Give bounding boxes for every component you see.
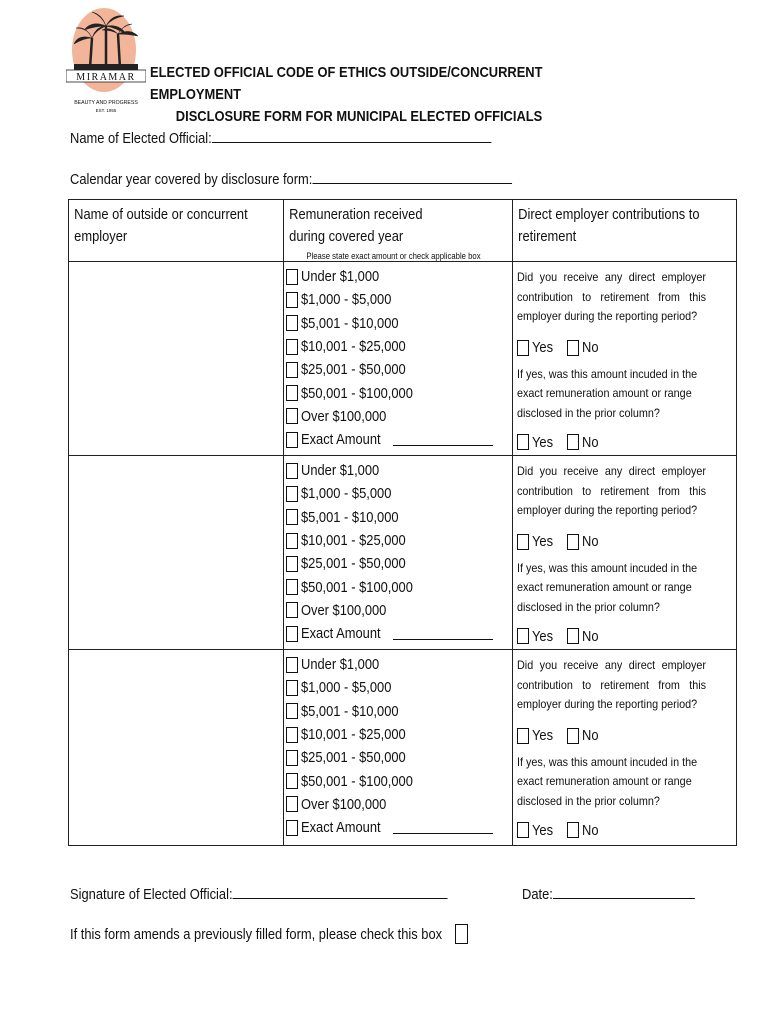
option-5001-10000[interactable]	[286, 700, 513, 723]
yes-label: Yes	[532, 727, 554, 744]
checkbox[interactable]	[286, 626, 298, 642]
form-title-line2: DISCLOSURE FORM FOR MUNICIPAL ELECTED OFFICIALS	[175, 108, 543, 125]
name-input-line[interactable]	[212, 127, 492, 143]
option-label: Over $100,000	[300, 795, 387, 813]
option-label: Exact Amount	[300, 819, 381, 837]
option-over-100000[interactable]	[286, 599, 513, 622]
name-field	[70, 127, 491, 147]
retirement-yes-no	[517, 531, 730, 553]
no-label: No	[581, 533, 599, 550]
included-question: If yes, was this amount incuded in the exact remuneration amount or range disclosed in the prior column?	[517, 560, 698, 614]
option-label: $50,001 - $100,000	[300, 772, 413, 790]
checkbox[interactable]	[286, 556, 298, 572]
employer-name-cell[interactable]	[69, 650, 284, 846]
checkbox[interactable]	[286, 727, 298, 743]
yes-label: Yes	[532, 821, 554, 839]
yes-label: Yes	[532, 339, 554, 356]
checkbox[interactable]	[286, 385, 298, 401]
signature-field	[70, 883, 448, 903]
option-label: $5,001 - $10,000	[300, 314, 399, 332]
included-yes-no	[517, 819, 730, 841]
checkbox[interactable]	[286, 657, 298, 673]
date-line[interactable]	[553, 883, 695, 899]
option-1000-5000[interactable]	[286, 288, 513, 311]
no-label: No	[581, 727, 599, 744]
option-label: $10,001 - $25,000	[300, 532, 406, 550]
no-checkbox[interactable]	[567, 534, 579, 550]
option-25001-50000[interactable]	[286, 552, 513, 575]
checkbox[interactable]	[286, 773, 298, 789]
retirement-question: Did you receive any direct employer contribution to retirement from this employer during the reporting period?	[517, 658, 707, 711]
name-label: Name of Elected Official:	[70, 130, 212, 147]
logo-tagline: BEAUTY AND PROGRESS	[74, 100, 138, 106]
amend-checkbox[interactable]	[455, 924, 468, 944]
option-label: Under $1,000	[300, 656, 379, 674]
checkbox[interactable]	[286, 292, 298, 308]
form-title	[150, 62, 580, 128]
option-under-1000[interactable]	[286, 653, 513, 676]
logo-name: MIRAMAR	[76, 72, 136, 83]
retirement-header-line2: retirement	[518, 228, 577, 245]
no-checkbox[interactable]	[567, 822, 579, 838]
year-field	[70, 168, 512, 188]
employer-row-2	[69, 456, 737, 650]
retirement-cell	[513, 650, 737, 846]
checkbox[interactable]	[286, 820, 298, 836]
option-5001-10000[interactable]	[286, 506, 513, 529]
yes-label: Yes	[532, 433, 554, 451]
checkbox[interactable]	[286, 315, 298, 331]
logo-sub: EST. 1955	[95, 108, 117, 113]
yes-checkbox[interactable]	[517, 628, 529, 644]
option-50001-100000[interactable]	[286, 769, 513, 792]
no-checkbox[interactable]	[567, 628, 579, 644]
retirement-cell	[513, 456, 737, 650]
checkbox[interactable]	[286, 339, 298, 355]
retirement-header-line1: Direct employer contributions to	[518, 206, 700, 223]
option-1000-5000[interactable]	[286, 676, 513, 699]
option-label: $10,001 - $25,000	[300, 338, 406, 356]
option-label: Over $100,000	[300, 407, 387, 425]
signature-label: Signature of Elected Official:	[70, 886, 233, 903]
retirement-question: Did you receive any direct employer contribution to retirement from this employer during the reporting period?	[517, 270, 707, 323]
option-label: $1,000 - $5,000	[300, 679, 392, 697]
yes-checkbox[interactable]	[517, 434, 529, 450]
employer-header	[69, 200, 284, 262]
option-label: $5,001 - $10,000	[300, 702, 399, 720]
remuneration-cell	[283, 262, 513, 456]
no-checkbox[interactable]	[567, 434, 579, 450]
option-label: Under $1,000	[300, 268, 379, 286]
year-input-line[interactable]	[312, 168, 512, 184]
option-exact-amount[interactable]	[286, 622, 513, 645]
yes-checkbox[interactable]	[517, 340, 529, 356]
exact-amount-line[interactable]	[393, 627, 493, 640]
employment-table	[68, 199, 737, 846]
amend-label: If this form amends a previously filled form, please check this box	[70, 925, 443, 943]
option-10001-25000[interactable]	[286, 335, 513, 358]
employer-header-line1: Name of outside or concurrent	[74, 206, 248, 223]
option-exact-amount[interactable]	[286, 816, 513, 839]
employer-name-cell[interactable]	[69, 456, 284, 650]
option-label: $1,000 - $5,000	[300, 291, 392, 309]
option-25001-50000[interactable]	[286, 746, 513, 769]
option-under-1000[interactable]	[286, 459, 513, 482]
included-yes-no	[517, 625, 730, 647]
signature-line[interactable]	[233, 883, 448, 899]
retirement-yes-no	[517, 337, 730, 359]
checkbox[interactable]	[286, 602, 298, 618]
yes-checkbox[interactable]	[517, 728, 529, 744]
yes-label: Yes	[532, 627, 554, 645]
retirement-yes-no	[517, 725, 730, 747]
included-question: If yes, was this amount incuded in the exact remuneration amount or range disclosed in the prior column?	[517, 366, 698, 420]
no-label: No	[581, 627, 599, 645]
checkbox[interactable]	[286, 750, 298, 766]
remuneration-note: Please state exact amount or check applicable box	[306, 251, 481, 261]
checkbox[interactable]	[286, 579, 298, 595]
employer-row-3	[69, 650, 737, 846]
employer-header-line2: employer	[74, 228, 128, 245]
checkbox[interactable]	[286, 533, 298, 549]
option-label: Exact Amount	[300, 431, 381, 449]
yes-checkbox[interactable]	[517, 534, 529, 550]
option-label: $1,000 - $5,000	[300, 485, 392, 503]
option-1000-5000[interactable]	[286, 482, 513, 505]
retirement-cell	[513, 262, 737, 456]
option-label: Over $100,000	[300, 601, 387, 619]
remuneration-header-line2: during covered year	[288, 228, 403, 245]
option-10001-25000[interactable]	[286, 723, 513, 746]
remuneration-cell	[283, 456, 513, 650]
yes-checkbox[interactable]	[517, 822, 529, 838]
checkbox[interactable]	[286, 408, 298, 424]
no-label: No	[581, 821, 599, 839]
option-25001-50000[interactable]	[286, 358, 513, 381]
option-label: Exact Amount	[300, 625, 381, 643]
option-label: $50,001 - $100,000	[300, 578, 413, 596]
remuneration-header-line1: Remuneration received	[288, 206, 423, 223]
checkbox[interactable]	[286, 703, 298, 719]
date-label: Date:	[522, 886, 553, 903]
miramar-logo	[66, 4, 146, 120]
amend-row	[70, 924, 471, 944]
option-exact-amount[interactable]	[286, 428, 513, 451]
option-label: $50,001 - $100,000	[300, 384, 413, 402]
checkbox[interactable]	[286, 680, 298, 696]
option-50001-100000[interactable]	[286, 575, 513, 598]
retirement-header	[513, 200, 737, 262]
option-label: $25,001 - $50,000	[300, 361, 406, 379]
option-label: $5,001 - $10,000	[300, 508, 399, 526]
checkbox[interactable]	[286, 486, 298, 502]
employer-name-cell[interactable]	[69, 262, 284, 456]
option-over-100000[interactable]	[286, 405, 513, 428]
yes-label: Yes	[532, 533, 554, 550]
option-10001-25000[interactable]	[286, 529, 513, 552]
option-50001-100000[interactable]	[286, 381, 513, 404]
exact-amount-line[interactable]	[393, 821, 493, 834]
option-label: $10,001 - $25,000	[300, 726, 406, 744]
checkbox[interactable]	[286, 362, 298, 378]
retirement-question: Did you receive any direct employer contribution to retirement from this employer during the reporting period?	[517, 464, 707, 517]
no-label: No	[581, 433, 599, 451]
included-question: If yes, was this amount incuded in the exact remuneration amount or range disclosed in the prior column?	[517, 754, 698, 808]
remuneration-cell	[283, 650, 513, 846]
option-label: Under $1,000	[300, 462, 379, 480]
option-over-100000[interactable]	[286, 793, 513, 816]
option-5001-10000[interactable]	[286, 312, 513, 335]
option-label: $25,001 - $50,000	[300, 749, 406, 767]
checkbox[interactable]	[286, 509, 298, 525]
checkbox[interactable]	[286, 463, 298, 479]
date-field	[522, 883, 695, 903]
no-checkbox[interactable]	[567, 340, 579, 356]
included-yes-no	[517, 431, 730, 453]
option-under-1000[interactable]	[286, 265, 513, 288]
no-label: No	[581, 339, 599, 356]
remuneration-header	[283, 200, 513, 262]
table-header-row	[69, 200, 737, 262]
checkbox[interactable]	[286, 269, 298, 285]
exact-amount-line[interactable]	[393, 433, 493, 446]
checkbox[interactable]	[286, 432, 298, 448]
employer-row-1	[69, 262, 737, 456]
checkbox[interactable]	[286, 796, 298, 812]
no-checkbox[interactable]	[567, 728, 579, 744]
year-label: Calendar year covered by disclosure form:	[70, 171, 313, 188]
form-title-line1: ELECTED OFFICIAL CODE OF ETHICS OUTSIDE/CONCURRENT EMPLOYMENT	[150, 64, 543, 103]
option-label: $25,001 - $50,000	[300, 555, 406, 573]
